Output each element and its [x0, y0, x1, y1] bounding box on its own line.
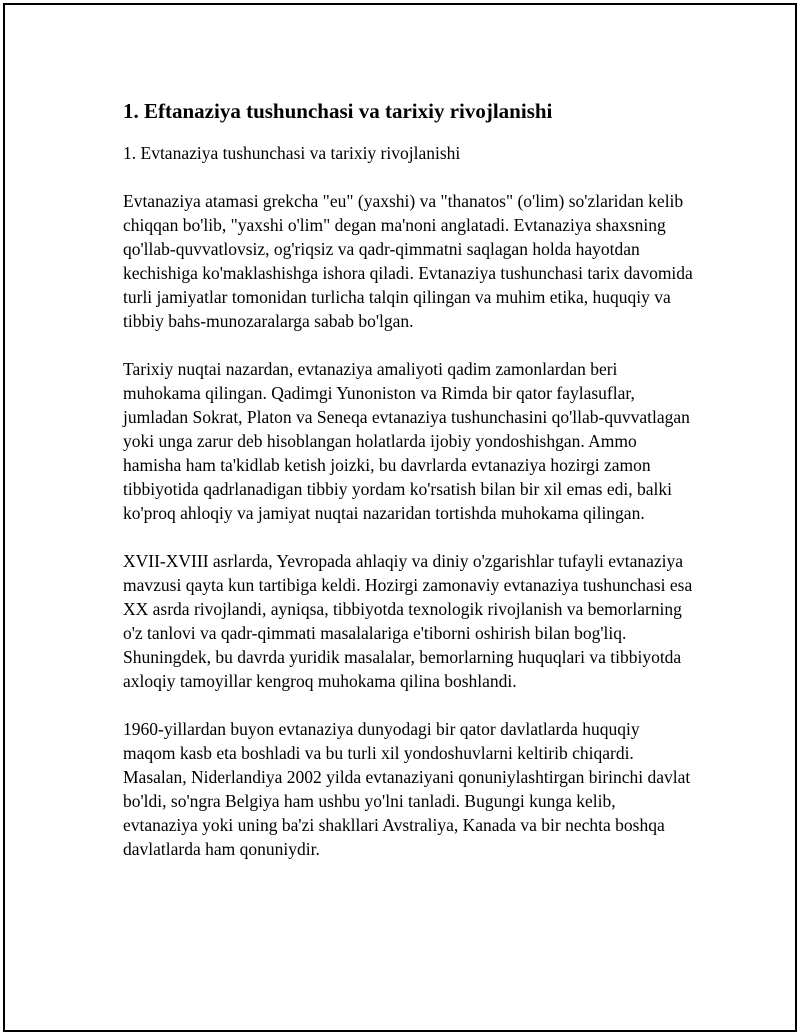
document-body — [123, 98, 693, 885]
document-heading: 1. Eftanaziya tushunchasi va tarixiy rivojlanishi — [123, 99, 553, 123]
paragraph-etymology: Evtanaziya atamasi grekcha "eu" (yaxshi) va "thanatos" (o'lim) so'zlaridan kelib chiqqan bo'lib, "yaxshi o'lim" degan ma'noni anglatadi. Evtanaziya shaxsning qo'llab-quvvatlovsiz, og'riqsiz va qadr-qimmatni saqlagan holda hayotdan kechishiga ko'maklashishga ishora qiladi. Evtanaziya tushunchasi tarix davomida turli jamiyatlar tomonidan turlicha talqin qilingan va muhim etika, huquqiy va tibbiy bahs-munozaralarga sabab bo'lgan. — [123, 191, 693, 331]
page-frame — [3, 3, 797, 1032]
document-subheading: 1. Evtanaziya tushunchasi va tarixiy rivojlanishi — [123, 143, 461, 163]
paragraph-ancient-history: Tarixiy nuqtai nazardan, evtanaziya amaliyoti qadim zamonlardan beri muhokama qilingan. Qadimgi Yunoniston va Rimda bir qator faylasuflar, jumladan Sokrat, Platon va Seneqa evtanaziya tushunchasini qo'llab-quvvatlagan yoki unga zarur deb hisoblangan holatlarda ijobiy yondoshishgan. Ammo hamisha ham ta'kidlab ketish joizki, bu davrlarda evtanaziya hozirgi zamon tibbiyotida qadrlanadigan tibbiy yordam ko'rsatish bilan bir xil emas edi, balki ko'proq ahloqiy va jamiyat nuqtai nazaridan tortishda muhokama qilingan. — [123, 359, 690, 523]
paragraph-modern-history: XVII-XVIII asrlarda, Yevropada ahlaqiy va diniy o'zgarishlar tufayli evtanaziya mavzusi qayta kun tartibiga keldi. Hozirgi zamonaviy evtanaziya tushunchasi esa XX asrda rivojlandi, ayniqsa, tibbiyotda texnologik rivojlanish va bemorlarning o'z tanlovi va qadr-qimmati masalalariga e'tiborni oshirish bilan bog'liq. Shuningdek, bu davrda yuridik masalalar, bemorlarning huquqlari va tibbiyotda axloqiy tamoyillar kengroq muhokama qilina boshlandi. — [123, 551, 693, 691]
paragraph-legalization: 1960-yillardan buyon evtanaziya dunyodagi bir qator davlatlarda huquqiy maqom kasb eta boshladi va bu turli xil yondoshuvlarni keltirib chiqardi. Masalan, Niderlandiya 2002 yilda evtanaziyani qonuniylashtirgan birinchi davlat bo'ldi, so'ngra Belgiya ham ushbu yo'lni tanladi. Bugungi kunga kelib, evtanaziya yoki uning ba'zi shakllari Avstraliya, Kanada va bir nechta boshqa davlatlarda ham qonuniydir. — [123, 719, 691, 859]
